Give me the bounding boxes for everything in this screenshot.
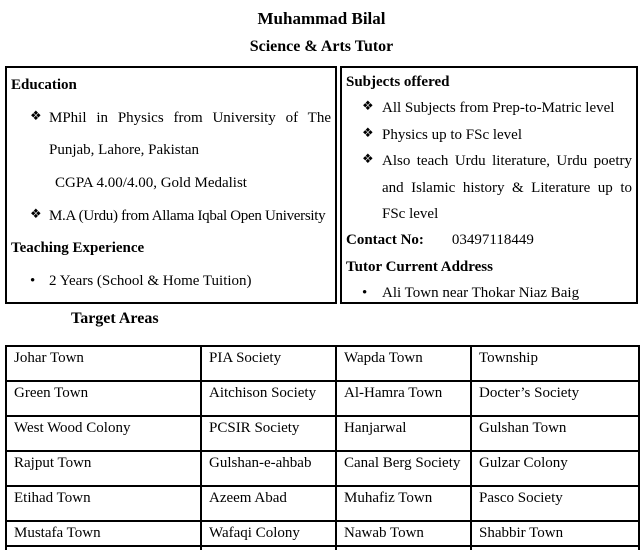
table-row [6,486,639,521]
table-cell: PCSIR Society [201,416,336,451]
diamond-bullet-icon: ❖ [362,151,374,167]
table-cell: Wafaqi Colony [201,521,336,546]
table-cell: PIA Society [201,346,336,381]
table-cell: Wapda Town [336,346,471,381]
subjects-item [346,148,632,227]
education-item-text: M.A (Urdu) from Allama Iqbal Open University [49,207,326,224]
table-cell: Muhafiz Town [336,486,471,521]
info-boxes [5,66,638,304]
table-row [6,381,639,416]
table-cell [201,546,336,550]
diamond-bullet-icon: ❖ [30,205,42,221]
table-cell: Shabbir Town [471,521,639,546]
table-cell: Gulzar Colony [471,451,639,486]
diamond-bullet-icon: ❖ [362,98,374,114]
education-box [5,66,337,304]
teaching-experience-heading: Teaching Experience [11,240,145,257]
table-row [6,521,639,546]
round-bullet-icon: • [362,285,368,302]
table-cell: Township [471,346,639,381]
tutor-address-item [346,280,632,304]
subjects-item-text: All Subjects from Prep-to-Matric level [382,100,615,117]
table-cell: Docter’s Society [471,381,639,416]
table-row [6,346,639,381]
table-cell: Canal Berg Society [336,451,471,486]
target-areas-table [5,345,640,550]
table-row-clipped [6,546,639,550]
table-cell: Green Town [6,381,201,416]
table-cell: Aitchison Society [201,381,336,416]
subjects-item [346,95,632,121]
table-cell: Gulshan-e-ahbab [201,451,336,486]
tutor-address-heading: Tutor Current Address [346,258,493,275]
subjects-item-text: Physics up to FSc level [382,126,523,143]
education-heading: Education [11,77,77,93]
table-cell: Pasco Society [471,486,639,521]
table-cell [471,546,639,550]
education-item-text: MPhil in Physics from University of The Punjab, Lahore, Pakistan [49,109,331,159]
education-item-mphil [11,102,331,167]
doc-subtitle: Science & Arts Tutor [249,38,394,55]
diamond-bullet-icon: ❖ [362,124,374,140]
subjects-heading: Subjects offered [346,74,450,90]
subjects-item [346,122,632,148]
table-cell [336,546,471,550]
doc-title: Muhammad Bilal [257,9,386,28]
table-cell: Hanjarwal [336,416,471,451]
table-row [6,416,639,451]
target-areas-heading: Target Areas [71,310,159,327]
table-cell [6,546,201,550]
table-cell: Nawab Town [336,521,471,546]
table-cell: Mustafa Town [6,521,201,546]
table-cell: Rajput Town [6,451,201,486]
tutor-address-text: Ali Town near Thokar Niaz Baig [382,285,580,302]
teaching-experience-item [11,265,331,298]
subjects-item-text: Also teach Urdu literature, Urdu poetry and Islamic history & Literature up to FSc level [382,153,632,222]
table-cell: Etihad Town [6,486,201,521]
round-bullet-icon: • [30,273,36,290]
contact-number: 03497118449 [451,232,534,249]
table-cell: West Wood Colony [6,416,201,451]
subjects-box [340,66,638,304]
table-cell: Gulshan Town [471,416,639,451]
table-row [6,451,639,486]
teaching-experience-text: 2 Years (School & Home Tuition) [49,273,252,290]
table-cell: Johar Town [6,346,201,381]
education-item-ma [11,200,331,233]
table-cell: Al-Hamra Town [336,381,471,416]
diamond-bullet-icon: ❖ [30,107,42,123]
table-cell: Azeem Abad [201,486,336,521]
contact-row [346,227,632,253]
education-cgpa-line: CGPA 4.00/4.00, Gold Medalist [55,175,247,192]
contact-label: Contact No: [346,232,424,249]
